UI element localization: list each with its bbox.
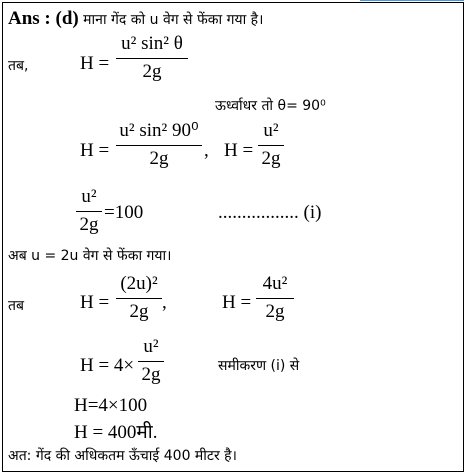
- eq4-lhs: H =: [80, 292, 110, 313]
- fraction-bar: [76, 211, 102, 212]
- eq5-note: समीकरण (i) से: [218, 358, 300, 374]
- eq2-denominator: 2g: [149, 148, 169, 169]
- eq2-lhs2: H =: [224, 140, 254, 161]
- eq4-numerator2: 4u²: [262, 273, 288, 294]
- top-border-accent: [360, 0, 464, 1]
- eq4-numerator: (2u)²: [120, 273, 158, 294]
- fraction-bar: [258, 145, 284, 146]
- eq2-numerator: u² sin² 90⁰: [119, 120, 199, 141]
- eq6: H=4×100: [74, 395, 148, 416]
- eq2-fraction: [116, 120, 202, 170]
- conclusion: अत: गेंद की अधिकतम ऊँचाई 400 मीटर है।: [8, 448, 237, 464]
- answer-statement: माना गेंद को u वेग से फेंका गया है।: [78, 12, 264, 28]
- eq5-numerator: u²: [143, 336, 159, 357]
- eq1-lhs: H =: [80, 53, 110, 74]
- eq2-fraction2: [258, 120, 284, 170]
- eq5-fraction: [138, 336, 164, 386]
- eq4-denominator: 2g: [129, 301, 149, 322]
- fraction-bar: [116, 145, 202, 146]
- eq1-numerator: u² sin² θ: [121, 33, 183, 54]
- eq4-separator: ,: [162, 292, 167, 313]
- eq4-lhs2: H =: [222, 292, 252, 313]
- new-velocity-line: अब u = 2u वेग से फेंका गया।: [8, 248, 172, 264]
- fraction-bar: [116, 298, 162, 299]
- eq5-lhs: H = 4×: [80, 355, 135, 376]
- eq2-separator: ,: [204, 140, 209, 161]
- eq2-lhs: H =: [80, 140, 110, 161]
- eq4-fraction2: [256, 273, 294, 323]
- eq1-denominator: 2g: [142, 61, 162, 82]
- eq1-fraction: [116, 33, 188, 83]
- eq3-label: ................. (i): [218, 202, 322, 223]
- eq2-numerator2: u²: [263, 120, 279, 141]
- answer-box: [2, 2, 464, 472]
- eq3-numerator: u²: [81, 186, 97, 207]
- vertical-note: ऊर्ध्वाधर तो θ= 90⁰: [215, 98, 326, 114]
- eq3-fraction: [76, 186, 102, 236]
- fraction-bar: [138, 361, 164, 362]
- eq2-denominator2: 2g: [261, 148, 281, 169]
- eq4-denominator2: 2g: [265, 301, 285, 322]
- eq7: H = 400मी.: [74, 422, 158, 443]
- then-label-2: तब: [8, 298, 24, 314]
- answer-label: Ans : (d): [8, 8, 79, 29]
- eq3-denominator: 2g: [79, 214, 99, 235]
- answer-line: [8, 8, 263, 30]
- eq3-rhs: =100: [104, 202, 144, 223]
- eq5-denominator: 2g: [141, 364, 161, 385]
- then-label: तब,: [8, 58, 29, 74]
- eq4-fraction: [116, 273, 162, 323]
- fraction-bar: [256, 298, 294, 299]
- fraction-bar: [116, 58, 188, 59]
